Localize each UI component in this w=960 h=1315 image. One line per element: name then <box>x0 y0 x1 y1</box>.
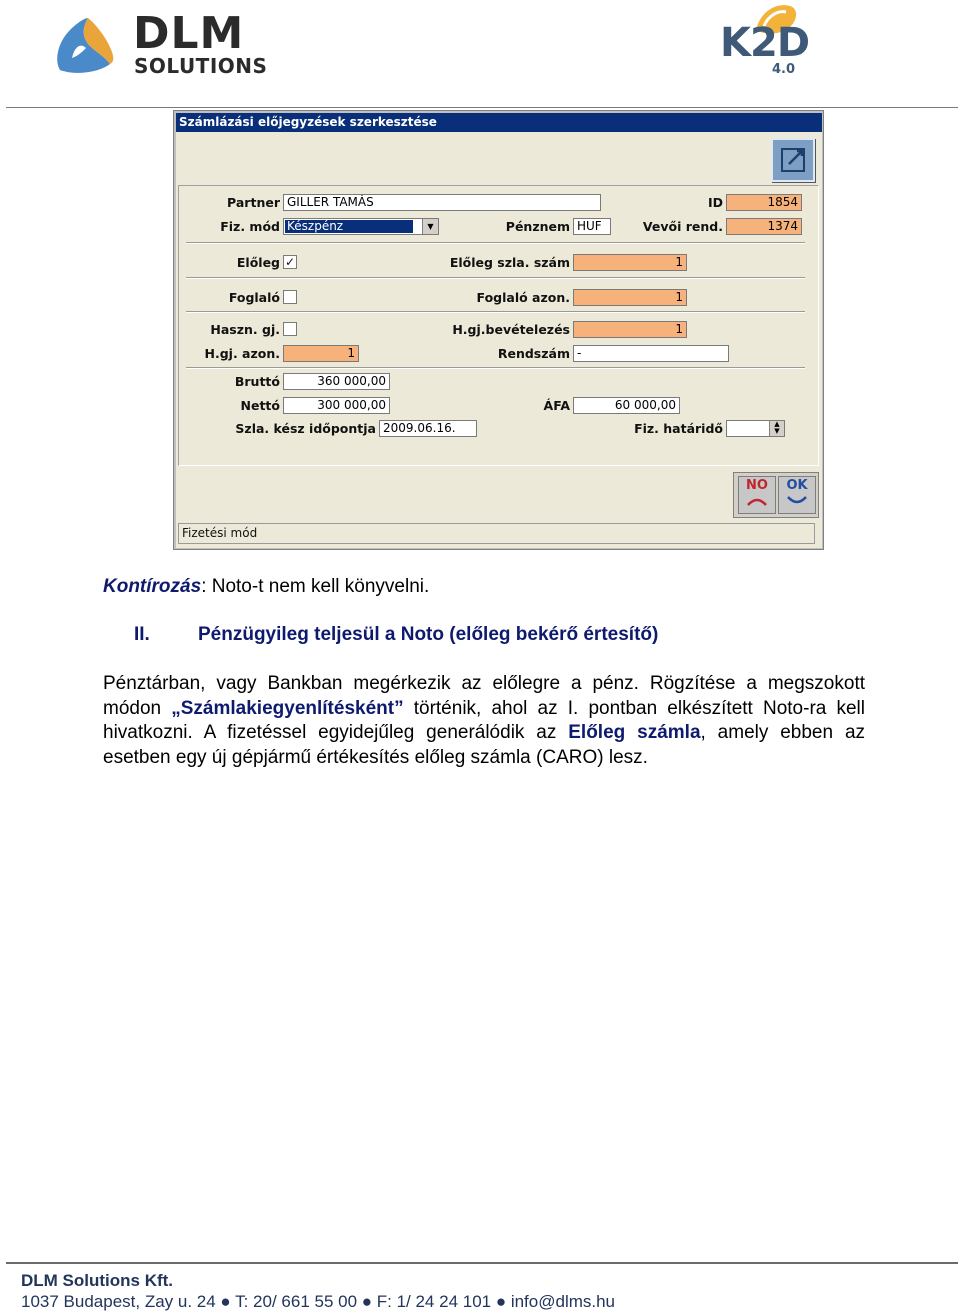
hgj-bevetelezes-label: H.gj.bevételezés <box>452 322 570 337</box>
fiz-hatarido-field[interactable] <box>726 420 785 437</box>
vevoi-rend-label: Vevői rend. <box>642 219 723 234</box>
hgj-bevetelezes-field[interactable]: 1 <box>573 321 687 338</box>
haszn-gj-checkbox[interactable] <box>283 322 297 336</box>
id-label: ID <box>707 195 723 210</box>
foglalo-azon-field[interactable]: 1 <box>573 289 687 306</box>
p2-e: , amely ebben az esetben egy új gépjármű értékesítés előleg számla (CARO) lesz. <box>103 722 866 768</box>
rendszam-label: Rendszám <box>497 346 570 361</box>
status-bar: Fizetési mód <box>178 523 815 544</box>
kontirozas-paragraph <box>103 575 865 600</box>
fiz-mod-value: Készpénz <box>285 220 413 233</box>
footer-divider <box>6 1262 958 1264</box>
vevoi-rend-field[interactable]: 1374 <box>726 218 802 235</box>
haszn-gj-label: Haszn. gj. <box>210 322 280 337</box>
kontirozas-label: Kontírozás <box>103 576 202 597</box>
brutto-label: Bruttó <box>234 374 280 389</box>
szla-kesz-label: Szla. kész időpontja <box>235 421 376 436</box>
hgj-azon-label: H.gj. azon. <box>204 346 280 361</box>
edit-button[interactable] <box>771 138 815 182</box>
partner-field[interactable]: GILLER TAMÁS <box>283 194 601 211</box>
rendszam-field[interactable]: - <box>573 345 729 362</box>
section-divider <box>186 311 805 313</box>
smile-face-icon <box>784 495 810 507</box>
fiz-mod-label: Fiz. mód <box>220 219 280 234</box>
section-divider <box>186 367 805 369</box>
sad-face-icon <box>744 495 770 507</box>
p2-a: Pénztárban, vagy Bankban megérkezik az előlegre a pénz. Rögzítése a megszokott módon <box>103 673 865 719</box>
foglalo-label: Foglaló <box>228 290 280 305</box>
spinner-icon[interactable]: ▲ ▼ <box>769 421 784 436</box>
k2d-logo-word: K2D <box>720 20 810 66</box>
hgj-azon-field[interactable]: 1 <box>283 345 359 362</box>
foglalo-azon-label: Foglaló azon. <box>476 290 570 305</box>
afa-field[interactable]: 60 000,00 <box>573 397 680 414</box>
dialog-title: Számlázási előjegyzések szerkesztése <box>176 113 822 132</box>
body-paragraph <box>103 672 865 770</box>
no-label: NO <box>746 478 768 493</box>
eloleg-label: Előleg <box>236 255 280 270</box>
szla-kesz-field[interactable]: 2009.06.16. <box>379 420 477 437</box>
brutto-field[interactable]: 360 000,00 <box>283 373 390 390</box>
edit-icon <box>773 140 813 180</box>
partner-label: Partner <box>227 195 280 210</box>
chevron-down-icon[interactable]: ▼ <box>422 219 438 234</box>
section-heading <box>134 624 659 646</box>
dlm-logo-word: DLM <box>133 8 245 59</box>
fiz-mod-select[interactable] <box>283 218 439 235</box>
no-button[interactable] <box>738 476 776 514</box>
p2-c: történik, ahol az I. pontban elkészített Noto-ra kell hivatkozni. A fizetéssel egyidejűleg generálódik az <box>103 697 865 743</box>
section-divider <box>186 242 805 244</box>
netto-label: Nettó <box>240 398 280 413</box>
kontirozas-text: : Noto-t nem kell könyvelni. <box>201 576 430 597</box>
section-title: Pénzügyileg teljesül a Noto (előleg bekérő értesítő) <box>198 624 659 645</box>
header-divider <box>6 107 958 108</box>
ok-button[interactable] <box>778 476 816 514</box>
netto-field[interactable]: 300 000,00 <box>283 397 390 414</box>
penznem-field[interactable]: HUF <box>573 218 611 235</box>
section-divider <box>186 277 805 279</box>
dlm-logo-sub: SOLUTIONS <box>134 54 268 78</box>
penznem-label: Pénznem <box>505 219 570 234</box>
eloleg-checkbox[interactable]: ✓ <box>284 255 296 269</box>
ok-label: OK <box>786 478 808 493</box>
footer-company: DLM Solutions Kft. <box>21 1271 174 1290</box>
p2-b: „Számlakiegyenlítésként” <box>171 697 404 719</box>
foglalo-checkbox[interactable] <box>283 290 297 304</box>
eloleg-szla-szam-field[interactable]: 1 <box>573 254 687 271</box>
eloleg-szla-szam-label: Előleg szla. szám <box>449 255 570 270</box>
k2d-logo-version: 4.0 <box>772 62 796 77</box>
afa-label: ÁFA <box>543 398 570 413</box>
section-number: II. <box>134 624 150 645</box>
id-field[interactable]: 1854 <box>726 194 802 211</box>
fiz-hatarido-label: Fiz. határidő <box>634 421 723 436</box>
footer-address: 1037 Budapest, Zay u. 24 ● T: 20/ 661 55 00 ● F: 1/ 24 24 101 ● info@dlms.hu <box>21 1292 616 1311</box>
p2-d: Előleg számla <box>568 722 701 743</box>
